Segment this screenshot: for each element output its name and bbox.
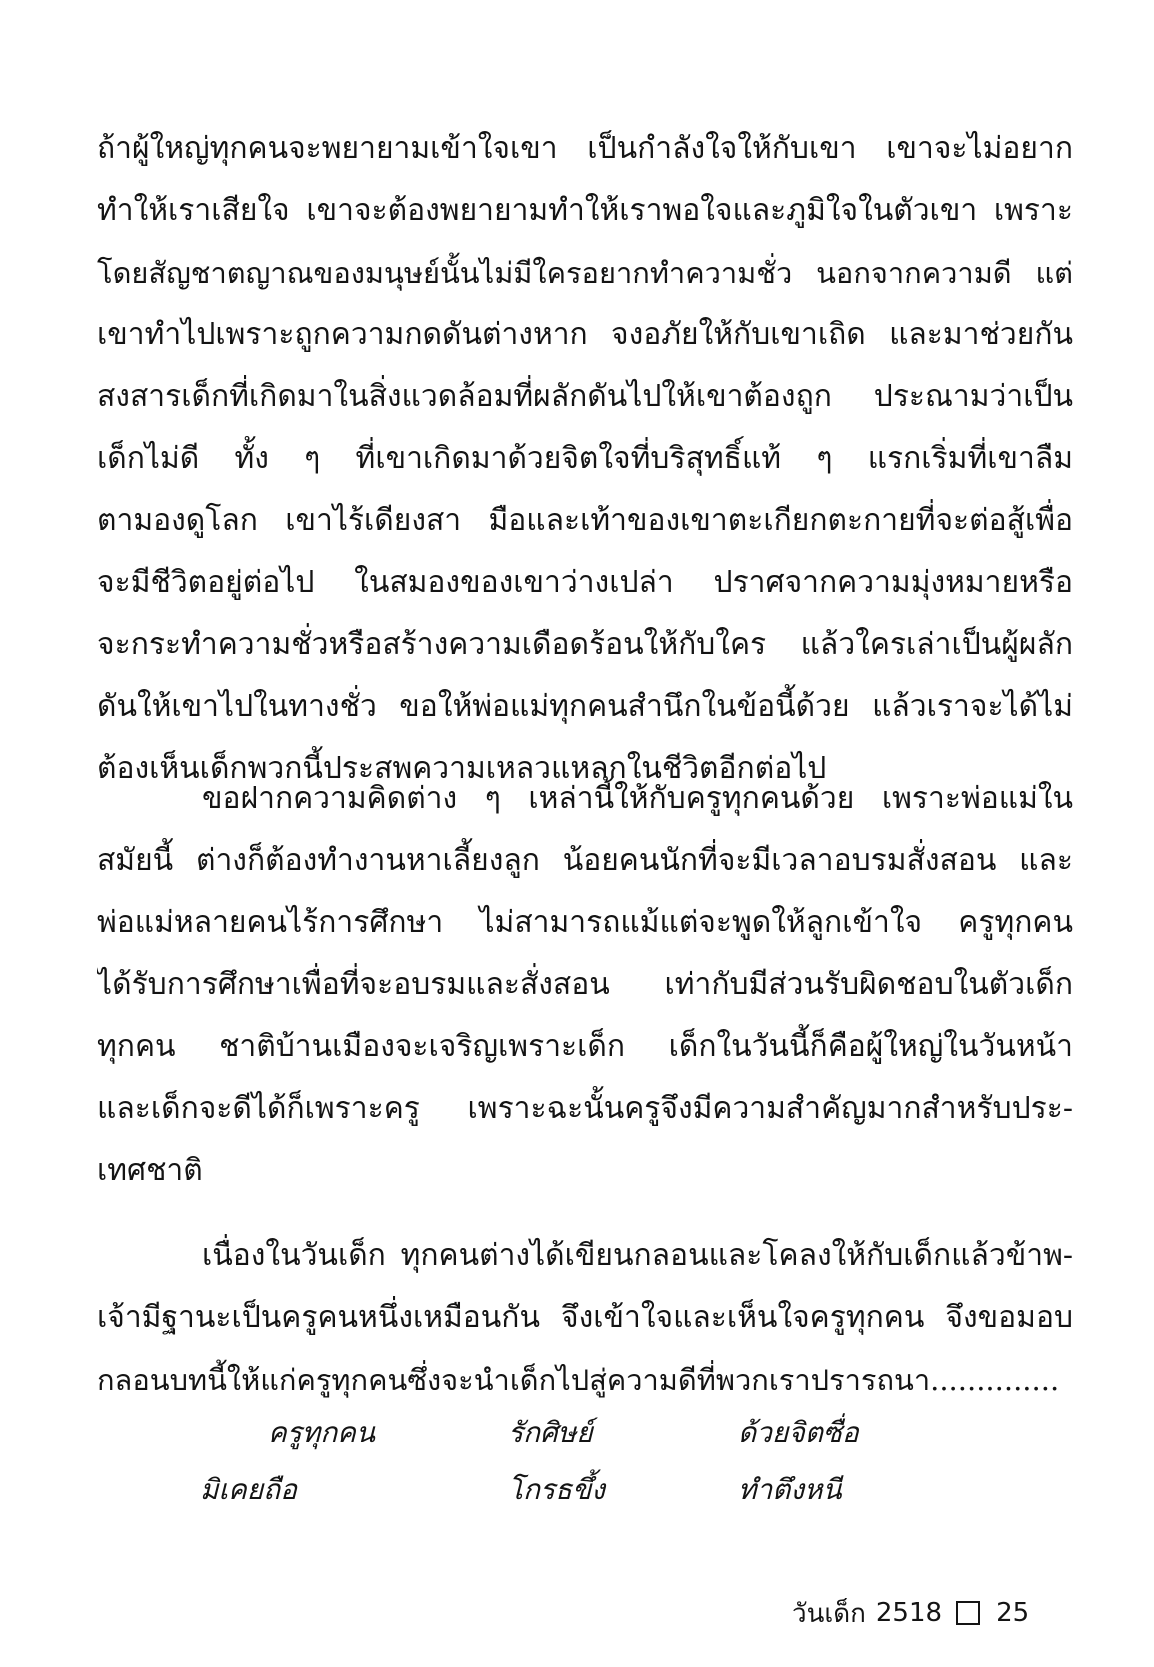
poem-word: ครูทุกคน [268, 1416, 376, 1449]
text-line: และเด็กจะดีได้ก็เพราะครู เพราะฉะนั้นครูจึงมีความสำคัญมากสำหรับประ- [97, 1091, 1073, 1126]
poem-word: มิเคยถือ [200, 1473, 297, 1506]
text-line: จะกระทำความชั่วหรือสร้างความเดือดร้อนให้กับใคร แล้วใครเล่าเป็นผู้ผลัก [97, 627, 1073, 662]
text-line: ทำให้เราเสียใจ เขาจะต้องพยายามทำให้เราพอใจและภูมิใจในตัวเขา เพราะ [97, 193, 1073, 228]
footer-label: วันเด็ก [792, 1598, 866, 1629]
text-line: เนื่องในวันเด็ก ทุกคนต่างได้เขียนกลอนและโคลงให้กับเด็กแล้วข้าพ- [202, 1238, 1073, 1273]
text-line: สงสารเด็กที่เกิดมาในสิ่งแวดล้อมที่ผลักดันไปให้เขาต้องถูก ประณามว่าเป็น [97, 379, 1073, 414]
paragraph-3 [97, 1225, 1073, 1411]
text-line: โดยสัญชาตญาณของมนุษย์นั้นไม่มีใครอยากทำความชั่ว นอกจากความดี แต่ [97, 256, 1073, 290]
text-line: จะมีชีวิตอยู่ต่อไป ในสมองของเขาว่างเปล่า ปราศจากความมุ่งหมายหรือ [97, 565, 1073, 600]
poem-word: ด้วยจิตซื่อ [738, 1416, 859, 1449]
text-line: ได้รับการศึกษาเพื่อที่จะอบรมและสั่งสอน เท่ากับมีส่วนรับผิดชอบในตัวเด็ก [97, 967, 1073, 1002]
page-number: 25 [996, 1598, 1030, 1628]
text-line: ดันให้เขาไปในทางชั่ว ขอให้พ่อแม่ทุกคนสำนึกในข้อนี้ด้วย แล้วเราจะได้ไม่ [97, 689, 1073, 724]
text-line: ตามองดูโลก เขาไร้เดียงสา มือและเท้าของเขาตะเกียกตะกายที่จะต่อสู้เพื่อ [97, 503, 1073, 538]
text-line: ขอฝากความคิดต่าง ๆ เหล่านี้ให้กับครูทุกคนด้วย เพราะพ่อแม่ใน [202, 781, 1073, 816]
poem-word: ทำตึงหนี [738, 1473, 842, 1506]
text-line: เขาทำไปเพราะถูกความกดดันต่างหาก จงอภัยให้กับเขาเถิด และมาช่วยกัน [97, 317, 1073, 352]
text-line: ทุกคน ชาติบ้านเมืองจะเจริญเพราะเด็ก เด็กในวันนี้ก็คือผู้ใหญ่ในวันหน้า [97, 1029, 1073, 1064]
text-line: เจ้ามีฐานะเป็นครูคนหนึ่งเหมือนกัน จึงเข้าใจและเห็นใจครูทุกคน จึงขอมอบ [97, 1300, 1073, 1335]
footer-year: 2518 [875, 1598, 943, 1628]
text-line: ต้องเห็นเด็กพวกนี้ประสพความเหลวแหลกในชีวิตอีกต่อไป [97, 751, 827, 786]
poem-word: รักศิษย์ [508, 1416, 593, 1449]
text-line: เทศชาติ [97, 1153, 203, 1188]
text-line: ถ้าผู้ใหญ่ทุกคนจะพยายามเข้าใจเขา เป็นกำลังใจให้กับเขา เขาจะไม่อยาก [97, 131, 1073, 166]
text-line: พ่อแม่หลายคนไร้การศึกษา ไม่สามารถแม้แต่จะพูดให้ลูกเข้าใจ ครูทุกคน [97, 905, 1073, 940]
poem-word: โกรธขึ้ง [508, 1473, 605, 1506]
text-line: สมัยนี้ ต่างก็ต้องทำงานหาเลี้ยงลูก น้อยคนนักที่จะมีเวลาอบรมสั่งสอน และ [97, 843, 1073, 878]
text-line: กลอนบทนี้ให้แก่ครูทุกคนซึ่งจะนำเด็กไปสู่ความดีที่พวกเราปรารถนา.............. [97, 1363, 1060, 1397]
page-footer [792, 1593, 1029, 1633]
square-icon [956, 1601, 980, 1625]
paragraph-1 [97, 118, 1073, 800]
paragraph-2 [97, 768, 1073, 1202]
text-line: เด็กไม่ดี ทั้ง ๆ ที่เขาเกิดมาด้วยจิตใจที่บริสุทธิ์แท้ ๆ แรกเริ่มที่เขาลืม [97, 441, 1073, 476]
